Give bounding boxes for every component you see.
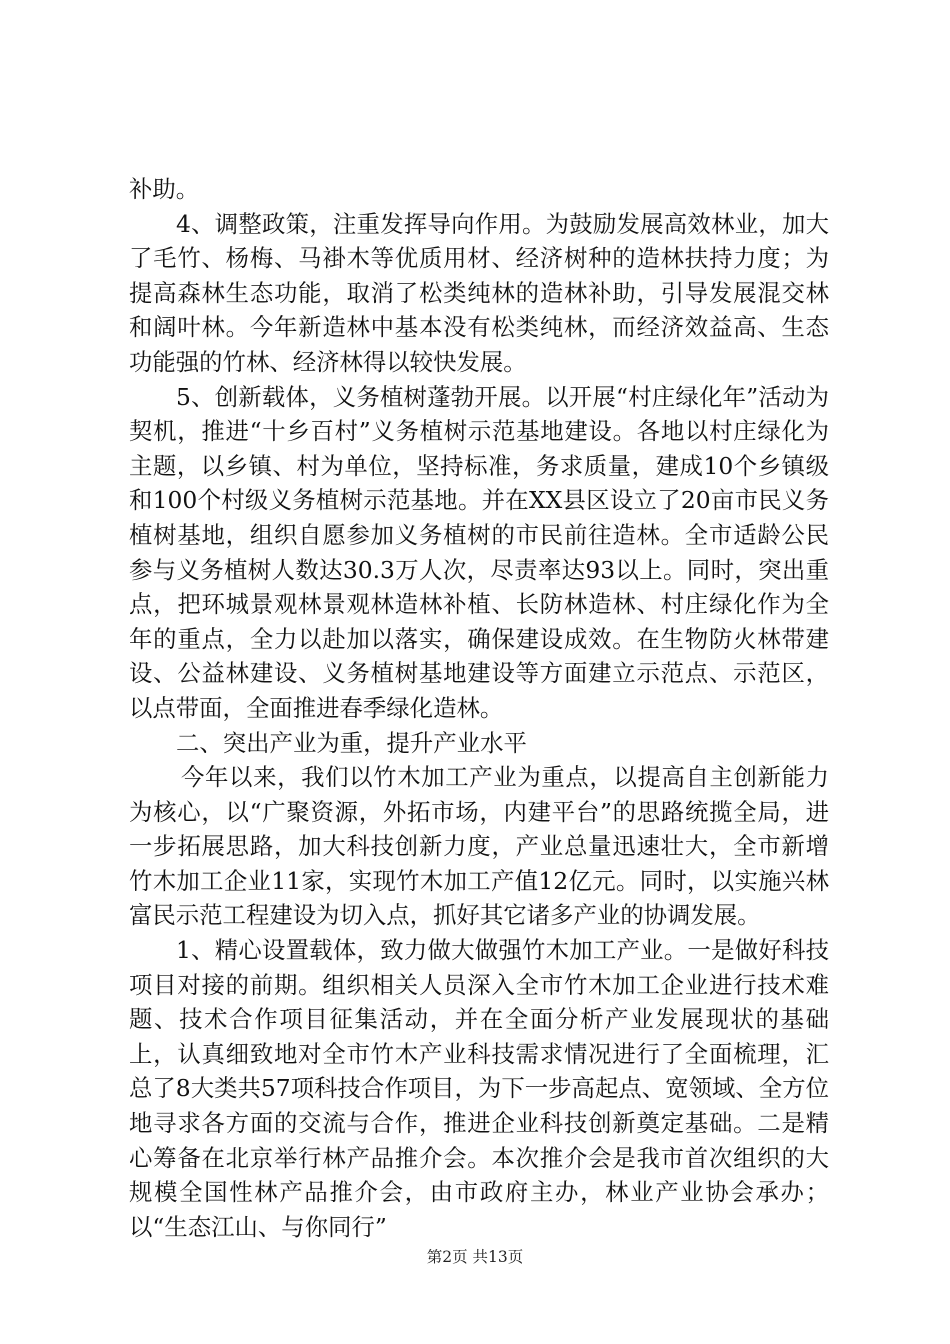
paragraph-voluntary-tree-planting: 5、创新载体，义务植树蓬勃开展。以开展“村庄绿化年”活动为契机，推进“十乡百村”义务植树示范基地建设。各地以村庄绿化为主题，以乡镇、村为单位，坚持标准，务求质量，建成10个乡镇级和100个村级义务植树示范基地。并在XX县区设立了20亩市民义务植树基地，组织自愿参加义务植树的市民前往造林。全市适龄公民参与义务植树人数达30.3万人次，尽责率达93以上。同时，突出重点，把环城景观林景观林造林补植、长防林造林、村庄绿化作为全年的重点，全力以赴加以落实，确保建设成效。在生物防火林带建设、公益林建设、义务植树基地建设等方面建立示范点、示范区，以点带面，全面推进春季绿化造林。 bbox=[129, 382, 829, 722]
paragraph-bamboo-processing: 1、精心设置载体，致力做大做强竹木加工产业。一是做好科技项目对接的前期。组织相关人员深入全市竹木加工企业进行技术难题、技术合作项目征集活动，并在全面分析产业发展现状的基础上，认真细致地对全市竹木产业科技需求情况进行了全面梳理，汇总了8大类共57项科技合作项目，为下一步高起点、宽领域、全方位地寻求各方面的交流与合作，推进企业科技创新奠定基础。二是精心筹备在北京举行林产品推介会。本次推介会是我市首次组织的大规模全国性林产品推介会，由市政府主办，林业产业协会承办；以“生态江山、与你同行” bbox=[129, 936, 829, 1241]
paragraph-policy-adjustment: 4、调整政策，注重发挥导向作用。为鼓励发展高效林业，加大了毛竹、杨梅、马褂木等优质用材、经济树种的造林扶持力度；为提高森林生态功能，取消了松类纯林的造林补助，引导发展混交林和阔叶林。今年新造林中基本没有松类纯林，而经济效益高、生态功能强的竹林、经济林得以较快发展。 bbox=[129, 209, 829, 376]
document-body bbox=[129, 172, 829, 1244]
paragraph-industry-overview: 今年以来，我们以竹木加工产业为重点，以提高自主创新能力为核心，以“广聚资源，外拓市场，内建平台”的思路统揽全局，进一步拓展思路，加大科技创新力度，产业总量迅速壮大，全市新增竹木加工企业11家，实现竹木加工产值12亿元。同时，以实施兴林富民示范工程建设为切入点，抓好其它诸多产业的协调发展。 bbox=[129, 763, 829, 930]
section-heading-industry: 二、突出产业为重，提升产业水平 bbox=[176, 728, 527, 757]
paragraph-continuation: 补助。 bbox=[129, 175, 200, 203]
page-number-footer: 第2页 共13页 bbox=[426, 1248, 524, 1266]
